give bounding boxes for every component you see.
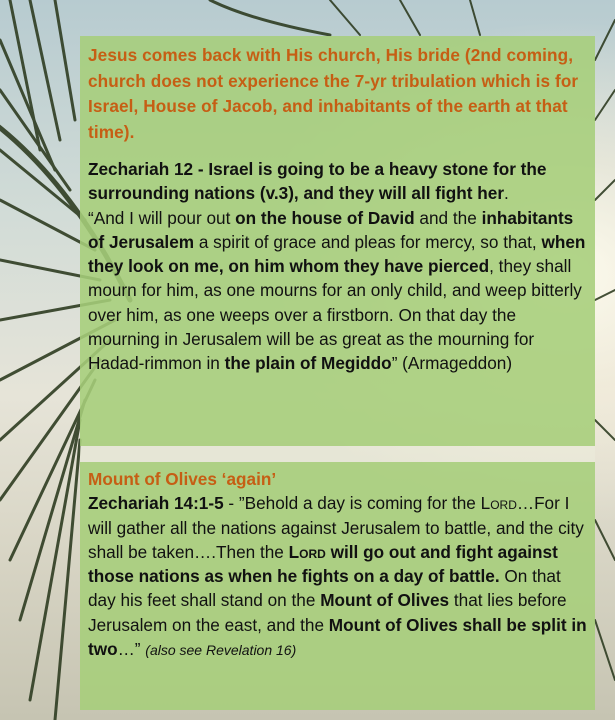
text-2: …For I will gather all the nations against Jerusalem to battle, and the city shall be taken….Then the (88, 493, 584, 562)
mount-of-olives-heading: Mount of Olives ‘again’ (88, 469, 277, 489)
period: . (504, 183, 509, 204)
text-4: that lies before Jerusalem on the east, and the (88, 590, 567, 635)
text-box-mount-of-olives (80, 462, 595, 710)
zechariah-12-heading: Zechariah 12 - Israel is going to be a heavy stone for the surrounding nations (v.3), and they will all fight her (88, 159, 547, 204)
intro-text: Jesus comes back with His church, His bride (2nd coming, church does not experience the 7-yr tribulation which is for Israel, House of Jacob, and inhabitants of the earth at that time). (88, 45, 579, 142)
quote-bold-2: inhabitants of Jerusalem (88, 207, 574, 252)
quote-bold-1: on the house of David (235, 207, 415, 228)
text-1: - ”Behold a day is coming for the (223, 493, 481, 514)
quote-bold-3: when they look on me, on him whom they have pierced (88, 231, 586, 277)
revelation-note: (also see Revelation 16) (145, 642, 297, 659)
quote-text-3: a spirit of grace and pleas for mercy, so that, (194, 231, 542, 252)
bold-mount-of-olives: Mount of Olives (320, 590, 450, 611)
quote-text-1: “And I will pour out (88, 207, 236, 228)
text-5: …” (117, 639, 146, 660)
zechariah-14-ref: Zechariah 14:1-5 (88, 493, 224, 514)
lord-1: Lord (480, 493, 517, 514)
lord-2: Lord (288, 541, 326, 562)
quote-text-2: and the (414, 207, 482, 228)
text-3: On that day his feet shall stand on the (88, 566, 561, 611)
quote-bold-4: the plain of Megiddo (224, 353, 392, 374)
zechariah-12-paragraph (88, 157, 587, 376)
quote-text-4: , they shall mourn for him, as one mourns for an only child, and weep bitterly over him, as one weeps over a firstborn. On that day the mourning in Jerusalem will be as great as the mourning for Hadad-rimmon in (88, 256, 582, 374)
quote-text-5: ” (Armageddon) (391, 353, 513, 374)
bold-1: will go out and fight against those nations as when he fights on a day of battle. (88, 541, 558, 587)
bold-split-in-two: Mount of Olives shall be split in two (88, 614, 587, 660)
zechariah-14-paragraph (88, 491, 587, 662)
text-box-zechariah-12 (80, 36, 595, 446)
